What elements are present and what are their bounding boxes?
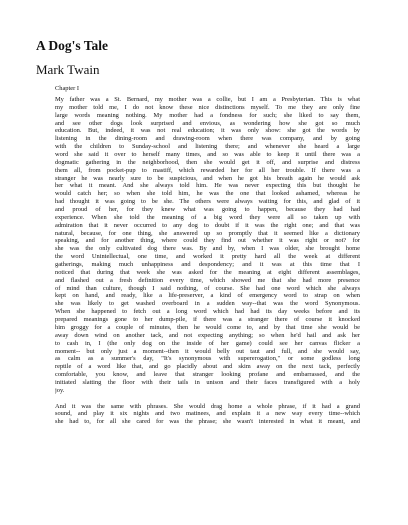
text-line: had thought it was going to be she. The others were always waiting for this, and glad of it [55, 198, 360, 206]
text-line: stranger he was nearly sure to be suspicious, and when he got his breath again he would ask [55, 174, 360, 182]
text-line: moment-- but only just a moment--then it would belly out taut and full, and she would say, [55, 347, 360, 355]
chapter-heading: Chapter I [55, 85, 79, 92]
text-line: joy. [55, 386, 65, 394]
text-line: away down wind on another tack, and not expecting anything; so when he'd hail and ask her [55, 331, 360, 339]
text-line: education. But, indeed, it was not real education; it was only show: she got the words by [55, 127, 360, 135]
text-line: and see other dogs look surprised and envious, as wondering how she got so much [55, 119, 360, 127]
text-line: him groggy for a couple of minutes, then he would come to, and by that time she would be [55, 323, 360, 331]
paragraph [55, 403, 360, 427]
text-line: speaking, and for another thing, where could they find out whether it was right or not? for [55, 237, 360, 245]
text-line: the word Unintellectual, one time, and worked it pretty hard all the week at different [55, 253, 360, 261]
text-line: word she said it over to herself many times, and so was able to keep it until there was a [55, 151, 360, 159]
text-line: her what it meant. And she always told him. He was never expecting this but thought he [55, 182, 360, 190]
paragraph [55, 96, 360, 395]
text-line: gatherings, making much unhappiness and despondency; and it was at this time that I [55, 261, 360, 269]
text-line: experience. When she told the meaning of a big word they were all so taken up with [55, 213, 360, 221]
text-line: prepared meanings gone to her dump-pile, if there was a stranger there of course it knocked [55, 316, 360, 324]
text-line: listening in the dining-room and drawing-room when there was company, and by going [55, 135, 360, 143]
text-line: admiration that it never occurred to any dog to doubt if it was the right one; and that was [55, 221, 360, 229]
body-text [55, 96, 360, 426]
text-line: she was likely to get washed overboard in a sudden way--that was the word Synonymous. [55, 300, 360, 308]
document-title: A Dog's Tale [36, 38, 109, 53]
text-line: large words meaning nothing. My mother had a fondness for such; she liked to say them, [55, 111, 360, 119]
text-line: reptile of a word like that, and go placidly about and skim away on the next tack, perfectly [55, 363, 360, 371]
text-line: When she happened to fetch out a long word which had had its day weeks before and its [55, 308, 360, 316]
text-line: My father was a St. Bernard, my mother was a collie, but I am a Presbyterian. This is what [55, 96, 360, 103]
text-line: comfortable, you know, and leave that stranger looking profane and embarrassed, and the [55, 371, 360, 379]
document-author: Mark Twain [36, 62, 100, 77]
text-line: to cash in, I (the only dog on the inside of her game) could see her canvas flicker a [55, 339, 360, 347]
text-line: as calm as a summer's day, "It's synonymous with supererogation," or some godless long [55, 355, 360, 363]
text-line: dogmatic gathering in the neighborhood, then she would get it off, and surprise and distress [55, 158, 360, 166]
text-line: sound, and play it six nights and two matinees, and explain it a new way every time--which [55, 410, 360, 418]
text-line: them all, from pocket-pup to mastiff, which rewarded her for all her trouble. If there was a [55, 166, 360, 174]
text-line: she was the only cultivated dog there was. By and by, when I was older, she brought home [55, 245, 360, 253]
text-line: and proud of her, for they knew what was going to happen, because they had had [55, 206, 360, 214]
text-line: noticed that during that week she was asked for the meaning at eight different assemblages, [55, 268, 360, 276]
text-line: my mother told me, I do not know these nice distinctions myself. To me they are only fine [55, 103, 360, 111]
text-line: kept on hand, and ready, like a life-preserver, a kind of emergency word to strap on when [55, 292, 360, 300]
text-line: initiated slatting the floor with their tails in unison and their faces transfigured with a holy [55, 378, 360, 386]
text-line: and flashed out a fresh definition every time, which showed me that she had more presence [55, 276, 360, 284]
text-line: she had to, for all she cared for was the phrase; she wasn't interested in what it meant, and [55, 418, 360, 426]
text-line: would catch her; so when she told him, he was the one that looked ashamed, whereas he [55, 190, 360, 198]
text-line: with the children to Sunday-school and listening there; and whenever she heard a large [55, 143, 360, 151]
text-line: And it was the same with phrases. She would drag home a whole phrase, if it had a grand [55, 402, 360, 410]
text-line: of mind than culture, though I said nothing, of course. She had one word which she always [55, 284, 360, 292]
text-line: natural, because, for one thing, she answered up so promptly that it seemed like a dictionary [55, 229, 360, 237]
